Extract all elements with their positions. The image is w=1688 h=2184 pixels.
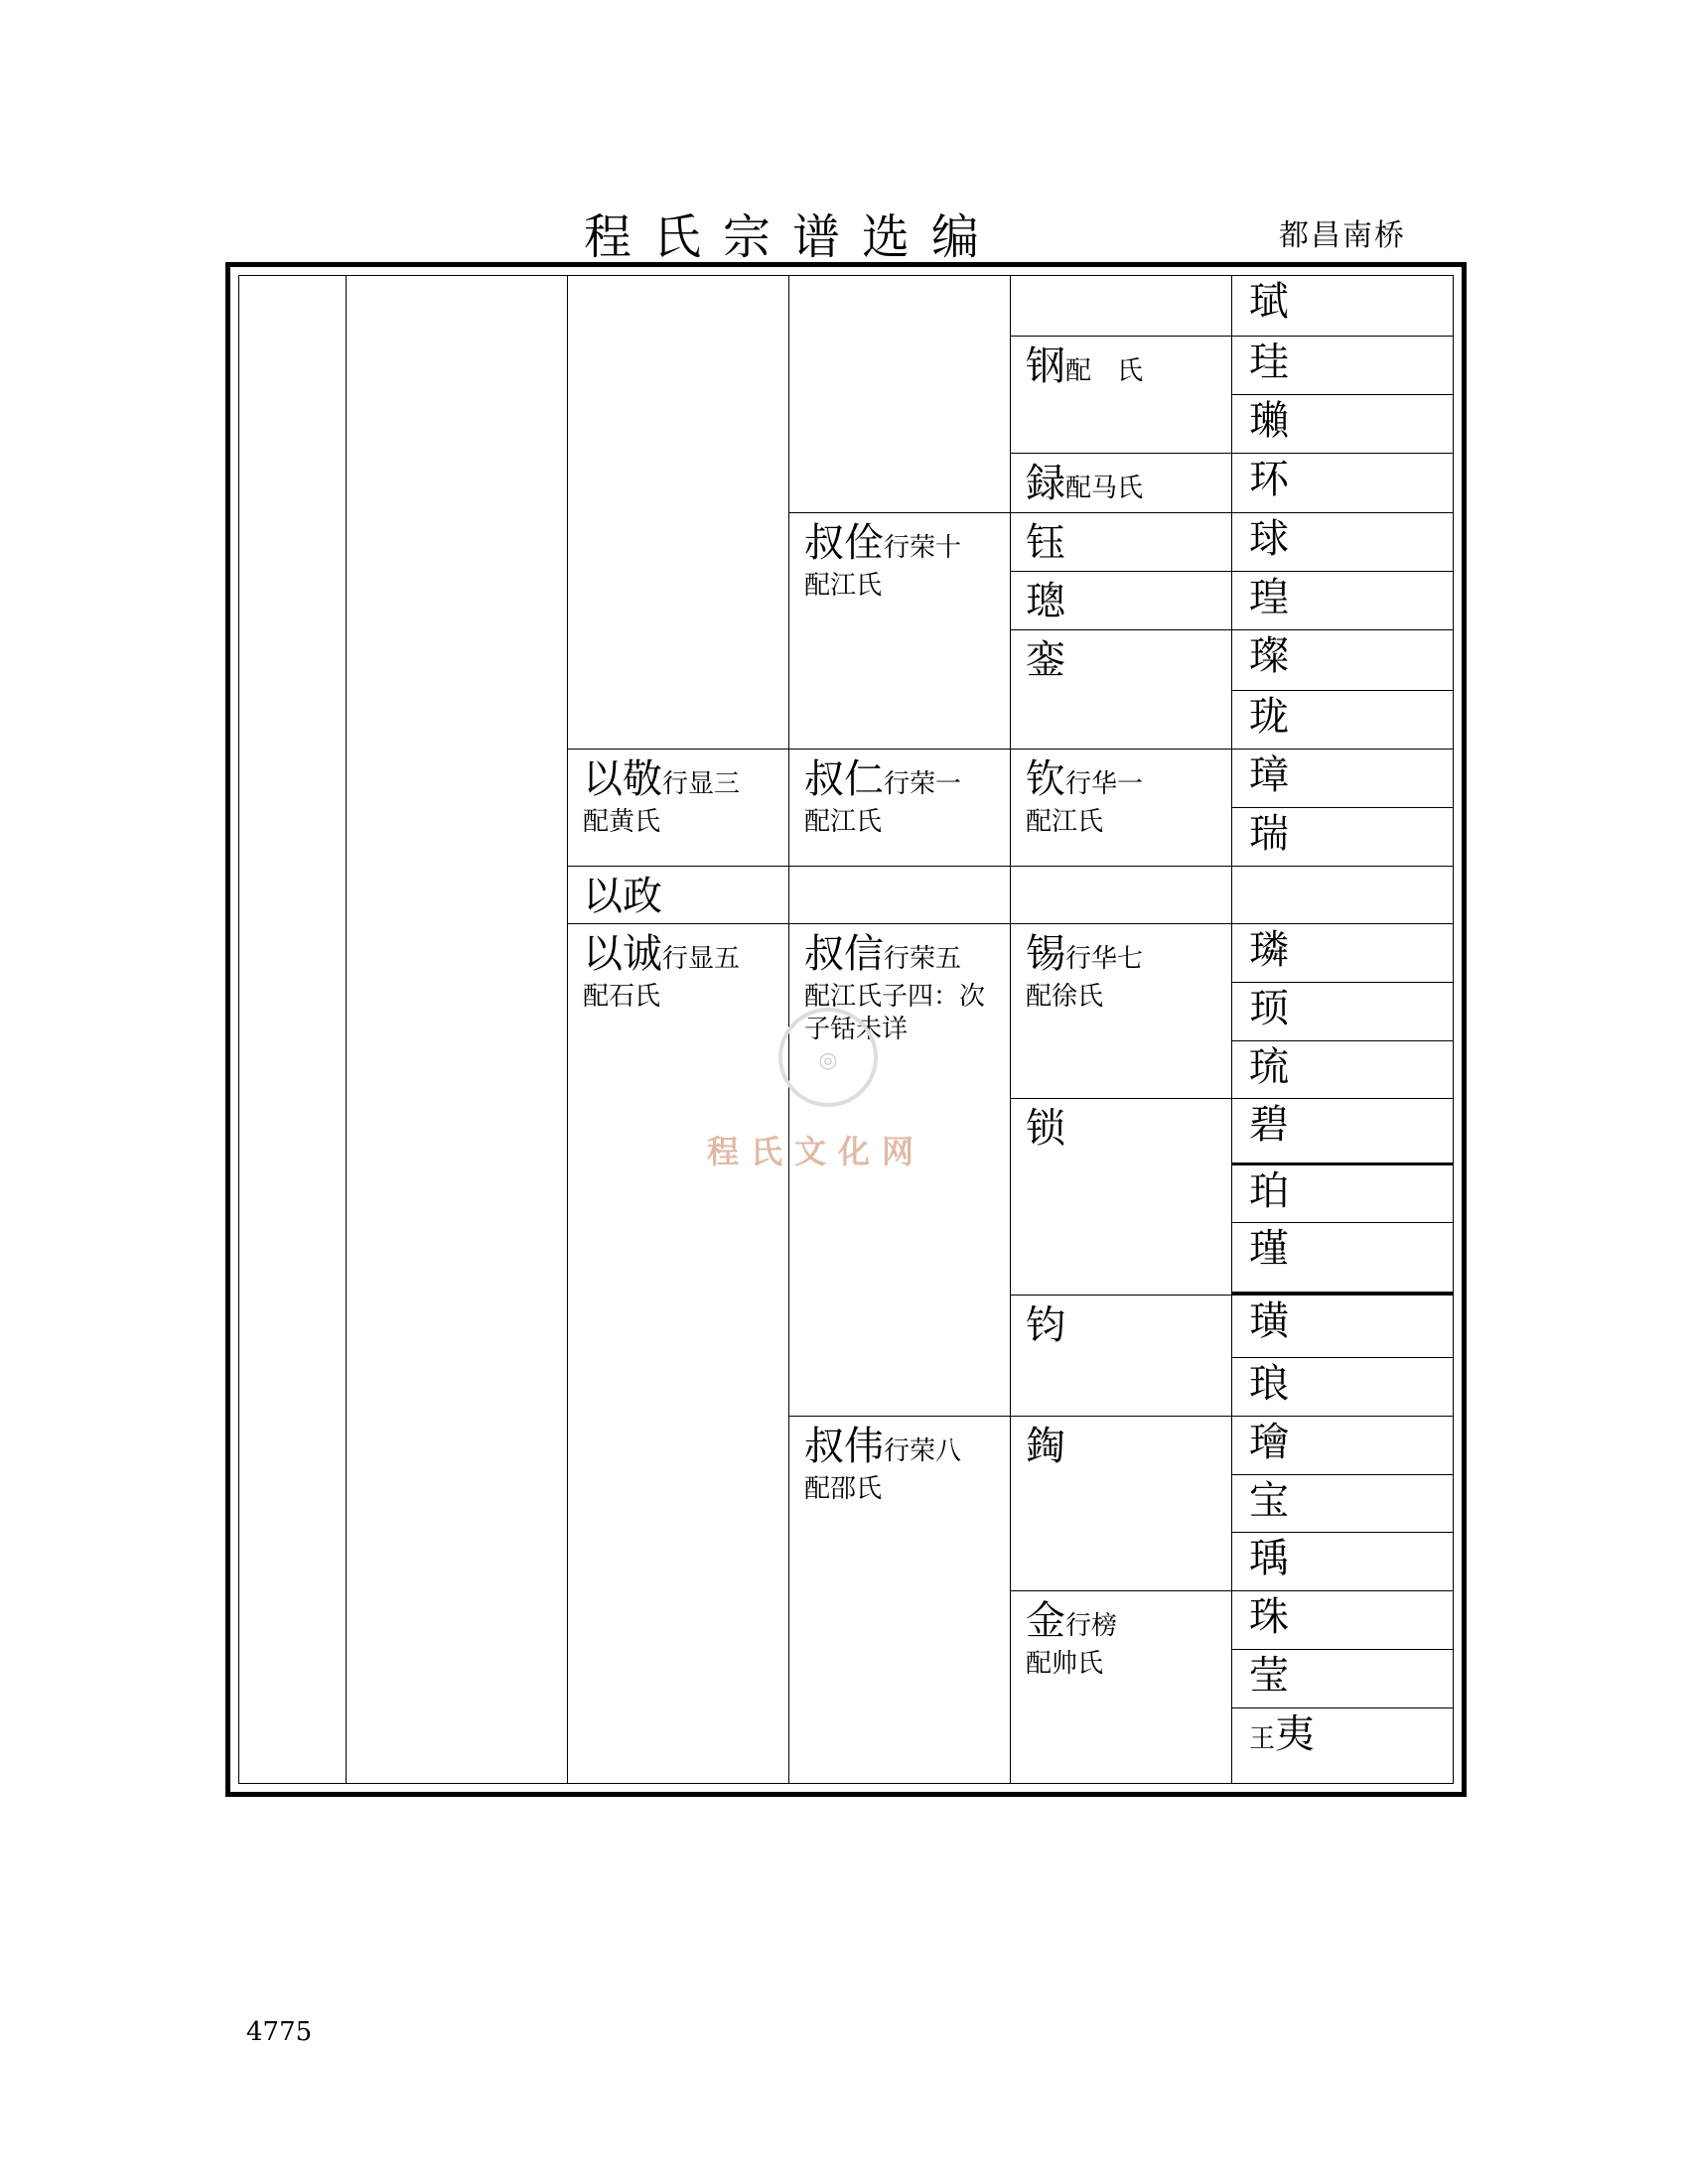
person-name: 珠: [1249, 1594, 1289, 1640]
person-note: 行榜: [1065, 1611, 1118, 1641]
descendant-cell: [1231, 749, 1453, 807]
person-name: 瑾: [1249, 1226, 1289, 1272]
generation-cell: [1010, 629, 1231, 749]
descendant-cell: [1231, 1474, 1453, 1532]
descendant-cell: [1231, 807, 1453, 866]
person-name: 以敬: [583, 756, 662, 802]
person-name: 珪: [1249, 340, 1289, 385]
person-note: 行荣五: [884, 944, 962, 974]
person-name: 璯: [1249, 1420, 1289, 1465]
generation-cell: [1010, 866, 1231, 923]
descendant-cell: [1231, 571, 1453, 629]
person-desc: 配江氏: [804, 807, 883, 837]
descendant-cell: [1231, 1590, 1453, 1649]
descendant-cell: [1231, 923, 1453, 982]
person-name: 钰: [1026, 520, 1065, 566]
person-name: 碧: [1249, 1102, 1289, 1148]
person-name: 钧: [1026, 1302, 1065, 1348]
descendant-cell: [1231, 1098, 1453, 1162]
person-name: 珷: [1249, 279, 1289, 325]
descendant-cell: [1231, 512, 1453, 571]
descendant-cell: [1231, 1649, 1453, 1707]
generation-cell: [1010, 749, 1231, 866]
descendant-cell: [1231, 276, 1453, 336]
generation-cell: [1010, 453, 1231, 512]
person-name: 钢: [1026, 343, 1065, 389]
generation-cell: [567, 866, 788, 923]
person-desc: 配江氏: [804, 571, 883, 601]
descendant-cell: [1231, 1222, 1453, 1295]
descendant-cell: [1231, 1416, 1453, 1474]
person-name: 璋: [1249, 752, 1289, 798]
person-desc: 配徐氏: [1026, 982, 1104, 1012]
generation-cell: [1010, 1590, 1231, 1783]
person-note: 配马氏: [1065, 474, 1144, 503]
person-note: 行华七: [1065, 944, 1144, 974]
page-number: 4775: [246, 2017, 313, 2047]
person-name: 叔伟: [804, 1424, 884, 1469]
generation-cell: [788, 512, 1010, 749]
person-name: 瑞: [1249, 811, 1289, 857]
person-name: 瑝: [1249, 575, 1289, 620]
person-desc: 配江氏: [1026, 807, 1104, 837]
descendant-cell: [1231, 1707, 1453, 1783]
descendant-cell: [1231, 1040, 1453, 1098]
descendant-cell: [1231, 1162, 1453, 1222]
person-name: 锁: [1026, 1106, 1065, 1152]
generation-cell: [1010, 571, 1231, 629]
generation-cell: [1010, 1416, 1231, 1590]
generation-cell: [788, 866, 1010, 923]
descendant-cell: [1231, 394, 1453, 453]
descendant-cell: [1231, 629, 1453, 690]
person-name: 以诚: [583, 931, 662, 977]
person-name: 金: [1026, 1598, 1065, 1644]
generation-cell: [1010, 923, 1231, 1098]
person-note: 行荣八: [884, 1436, 962, 1466]
generation-cell: [788, 749, 1010, 866]
generation-cell: [788, 1416, 1010, 1783]
descendant-cell: [1231, 336, 1453, 394]
person-desc: 配江氏子四：次子铦未详: [804, 982, 986, 1044]
generation-cell: [567, 923, 788, 1783]
person-desc: 配石氏: [583, 982, 661, 1012]
person-name: 鋾: [1026, 1424, 1065, 1469]
generation-cell: [1010, 1098, 1231, 1295]
person-desc: 配邵氏: [804, 1474, 883, 1504]
person-name: 球: [1249, 516, 1289, 562]
column-divider: [346, 276, 347, 1783]
person-name: 録: [1026, 461, 1065, 506]
person-name: 璁: [1026, 579, 1065, 624]
person-name: 环: [1249, 457, 1289, 502]
place-name: 都昌南桥: [1279, 218, 1406, 253]
descendant-cell: [1231, 866, 1453, 923]
person-name: 叔仁: [804, 756, 884, 802]
generation-cell: [1010, 276, 1231, 336]
generation-cell: [1010, 1295, 1231, 1416]
descendant-cell: [1231, 1532, 1453, 1590]
person-name: 瓎: [1249, 398, 1289, 444]
person-name: 銮: [1026, 637, 1065, 683]
person-name: 夷: [1275, 1711, 1316, 1757]
person-name: 珑: [1249, 694, 1289, 740]
person-desc: 配黄氏: [583, 807, 661, 837]
watermark-seal-icon: ◎: [778, 1008, 878, 1107]
generation-cell: [567, 749, 788, 866]
person-name: 钦: [1026, 756, 1065, 802]
person-name: 宝: [1249, 1478, 1289, 1524]
person-name: 琅: [1249, 1361, 1289, 1407]
person-name: 珀: [1249, 1168, 1289, 1214]
person-name: 锡: [1026, 931, 1065, 977]
generation-cell: [1010, 336, 1231, 453]
person-note: 行显三: [662, 769, 741, 799]
person-name: 以政: [583, 874, 662, 919]
person-note: 行荣一: [884, 769, 962, 799]
page-title: 程氏宗谱选编: [584, 209, 1002, 265]
person-note: 配 氏: [1065, 356, 1144, 386]
descendant-cell: [1231, 982, 1453, 1040]
person-desc: 配帅氏: [1026, 1649, 1104, 1679]
person-name: 璨: [1249, 633, 1289, 679]
descendant-cell: [1231, 1357, 1453, 1416]
person-name: 璜: [1249, 1298, 1289, 1344]
person-name: 璘: [1249, 927, 1289, 973]
name-prefix: 王: [1249, 1724, 1276, 1754]
person-name: 叔佺: [804, 520, 884, 566]
generation-cell: [1010, 512, 1231, 571]
person-name: 瑀: [1249, 1536, 1289, 1581]
person-name: 莹: [1249, 1653, 1289, 1699]
person-name: 顼: [1249, 986, 1289, 1031]
watermark-text: 程氏文化网: [707, 1133, 926, 1170]
person-name: 叔信: [804, 931, 884, 977]
descendant-cell: [1231, 1295, 1453, 1357]
descendant-cell: [1231, 690, 1453, 749]
person-note: 行华一: [1065, 769, 1144, 799]
person-note: 行显五: [662, 944, 741, 974]
person-name: 琉: [1249, 1044, 1289, 1090]
descendant-cell: [1231, 453, 1453, 512]
person-note: 行荣十: [884, 533, 962, 563]
